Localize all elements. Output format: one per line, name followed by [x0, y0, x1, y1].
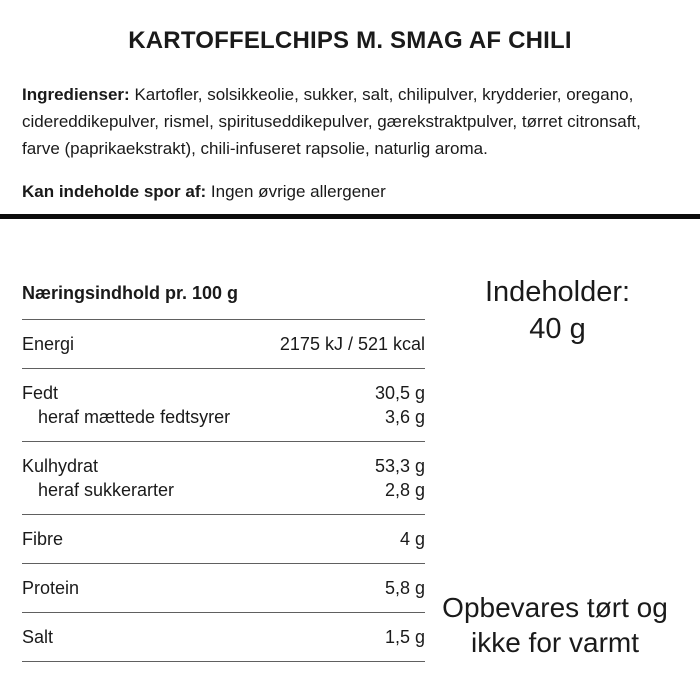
- nutrition-group: [22, 564, 425, 613]
- nutrition-row-value: 30,5 g: [374, 383, 425, 403]
- nutrition-group: [22, 442, 425, 515]
- nutrition-row-label: Kulhydrat: [22, 456, 99, 476]
- nutrition-row-value: 2175 kJ / 521 kcal: [279, 334, 425, 354]
- nutrition-row-label: heraf mættede fedtsyrer: [38, 407, 231, 427]
- ingredients-text: Kartofler, solsikkeolie, sukker, salt, chilipulver, krydderier, oregano, cidereddikepulver, rismel, spirituseddikepulver, gærekstraktpulver, tørret citronsaft, farve (paprikaekstrakt), chili-infuseret rapsolie, naturlig aroma.: [22, 85, 641, 158]
- nutrition-row-label: heraf sukkerarter: [38, 480, 175, 500]
- net-content-value: 40 g: [529, 313, 586, 345]
- nutrition-row: [22, 478, 425, 502]
- nutrition-row-label: Fedt: [22, 383, 59, 403]
- ingredients-label: Ingredienser:: [22, 85, 130, 104]
- net-content-block: [430, 274, 685, 348]
- nutrition-row: [22, 454, 425, 478]
- nutrition-group: [22, 369, 425, 442]
- nutrition-row-label: Protein: [22, 578, 80, 598]
- nutrition-row-value: 2,8 g: [384, 480, 425, 500]
- nutrition-row: [22, 381, 425, 405]
- traces-paragraph: [22, 178, 680, 205]
- nutrition-row-value: 53,3 g: [374, 456, 425, 476]
- nutrition-table: [22, 283, 425, 662]
- ingredients-paragraph: [22, 81, 680, 162]
- nutrition-row-value: 1,5 g: [384, 627, 425, 647]
- nutrition-group: [22, 613, 425, 662]
- nutrition-row: [22, 332, 425, 356]
- product-title: KARTOFFELCHIPS M. SMAG AF CHILI: [128, 27, 572, 54]
- nutrition-row: [22, 405, 425, 429]
- storage-instructions: [420, 590, 690, 660]
- nutrition-row: [22, 625, 425, 649]
- nutrition-table-body: [22, 320, 425, 662]
- nutrition-row-value: 5,8 g: [384, 578, 425, 598]
- nutrition-row-value: 4 g: [399, 529, 425, 549]
- traces-label: Kan indeholde spor af:: [22, 182, 207, 201]
- net-content-label: Indeholder:: [484, 276, 631, 308]
- nutrition-group: [22, 320, 425, 369]
- nutrition-row: [22, 576, 425, 600]
- nutrition-row-label: Energi: [22, 334, 75, 354]
- nutrition-table-header: Næringsindhold pr. 100 g: [22, 283, 425, 320]
- storage-line-1: Opbevares tørt og: [442, 592, 668, 623]
- nutrition-row: [22, 527, 425, 551]
- traces-text: Ingen øvrige allergener: [210, 182, 386, 201]
- nutrition-group: [22, 515, 425, 564]
- nutrition-row-label: Salt: [22, 627, 54, 647]
- nutrition-row-value: 3,6 g: [384, 407, 425, 427]
- storage-line-2: ikke for varmt: [470, 627, 640, 658]
- nutrition-row-label: Fibre: [22, 529, 64, 549]
- section-divider: [0, 214, 700, 219]
